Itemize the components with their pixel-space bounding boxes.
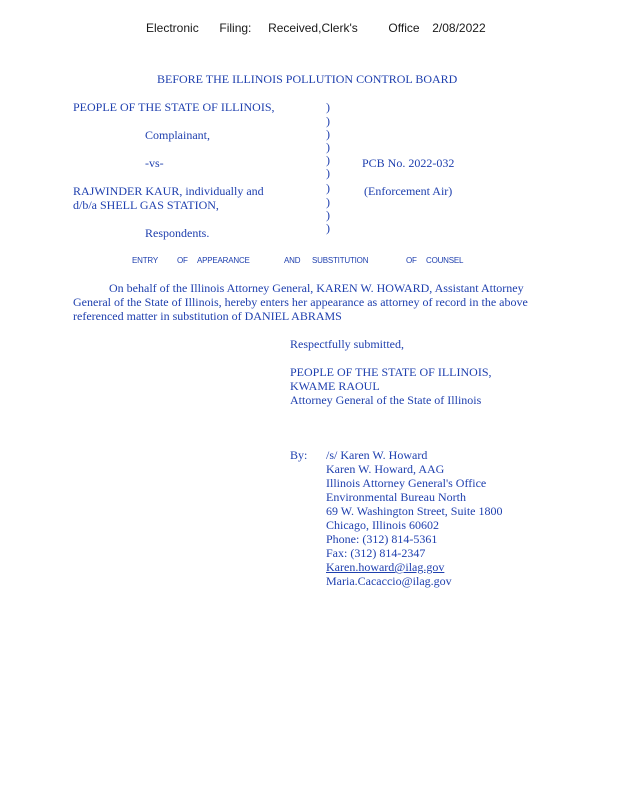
entry-title-word: AND [284, 256, 301, 265]
closing-raoul: KWAME RAOUL [290, 379, 380, 393]
plaintiff-name: PEOPLE OF THE STATE OF ILLINOIS, [73, 100, 275, 114]
entry-title-word: ENTRY [132, 256, 158, 265]
paren: ) [326, 114, 330, 128]
paren: ) [326, 195, 330, 209]
board-title: BEFORE THE ILLINOIS POLLUTION CONTROL BOARD [157, 72, 458, 86]
paren: ) [326, 166, 330, 180]
filing-header [146, 21, 486, 35]
signer-fax: Fax: (312) 814-2347 [326, 546, 426, 560]
body-line-1: On behalf of the Illinois Attorney General, KAREN W. HOWARD, Assistant Attorney [109, 281, 524, 295]
defendant-line-1: RAJWINDER KAUR, individually and [73, 184, 264, 198]
by-label: By: [290, 448, 308, 462]
signer-name: Karen W. Howard, AAG [326, 462, 445, 476]
signer-street: 69 W. Washington Street, Suite 1800 [326, 504, 503, 518]
versus-label: -vs- [145, 156, 164, 170]
signer-bureau: Environmental Bureau North [326, 490, 466, 504]
signature-block [326, 448, 502, 588]
signer-city: Chicago, Illinois 60602 [326, 518, 439, 532]
filing-word: Filing: [219, 21, 252, 35]
entry-title-word: OF [177, 256, 188, 265]
email-link[interactable]: Karen.howard@ilag.gov [326, 560, 445, 574]
signer-office: Illinois Attorney General's Office [326, 476, 487, 490]
filing-label: Electronic [146, 21, 199, 35]
body-line-3: referenced matter in substitution of DANIEL ABRAMS [73, 309, 342, 323]
body-line-2: General of the State of Illinois, hereby enters her appearance as attorney of record in the above [73, 295, 528, 309]
paren: ) [326, 140, 330, 154]
paren: ) [326, 100, 330, 114]
paren: ) [326, 221, 330, 235]
entry-title-word: APPEARANCE [197, 256, 250, 265]
paren: ) [326, 208, 330, 222]
paren: ) [326, 153, 330, 167]
respectfully-submitted: Respectfully submitted, [290, 337, 404, 351]
caption-parentheses [326, 100, 338, 235]
closing-ag: Attorney General of the State of Illinois [290, 393, 482, 407]
signature: /s/ Karen W. Howard [326, 448, 428, 462]
defendant-line-2: d/b/a SHELL GAS STATION, [73, 198, 219, 212]
case-type: (Enforcement Air) [364, 184, 453, 198]
respondents-label: Respondents. [145, 226, 210, 240]
secondary-email: Maria.Cacaccio@ilag.gov [326, 574, 452, 588]
office-label: Office [388, 21, 420, 35]
entry-title-word: OF [406, 256, 417, 265]
closing-people: PEOPLE OF THE STATE OF ILLINOIS, [290, 365, 492, 379]
entry-title [132, 256, 485, 265]
signer-phone: Phone: (312) 814-5361 [326, 532, 438, 546]
filing-date: 2/08/2022 [432, 21, 486, 35]
entry-title-word: SUBSTITUTION [312, 256, 369, 265]
paren: ) [326, 127, 330, 141]
received-label: Received,Clerk's [268, 21, 358, 35]
entry-title-word: COUNSEL [426, 256, 464, 265]
case-number: PCB No. 2022-032 [362, 156, 455, 170]
paren: ) [326, 181, 330, 195]
complainant-label: Complainant, [145, 128, 210, 142]
